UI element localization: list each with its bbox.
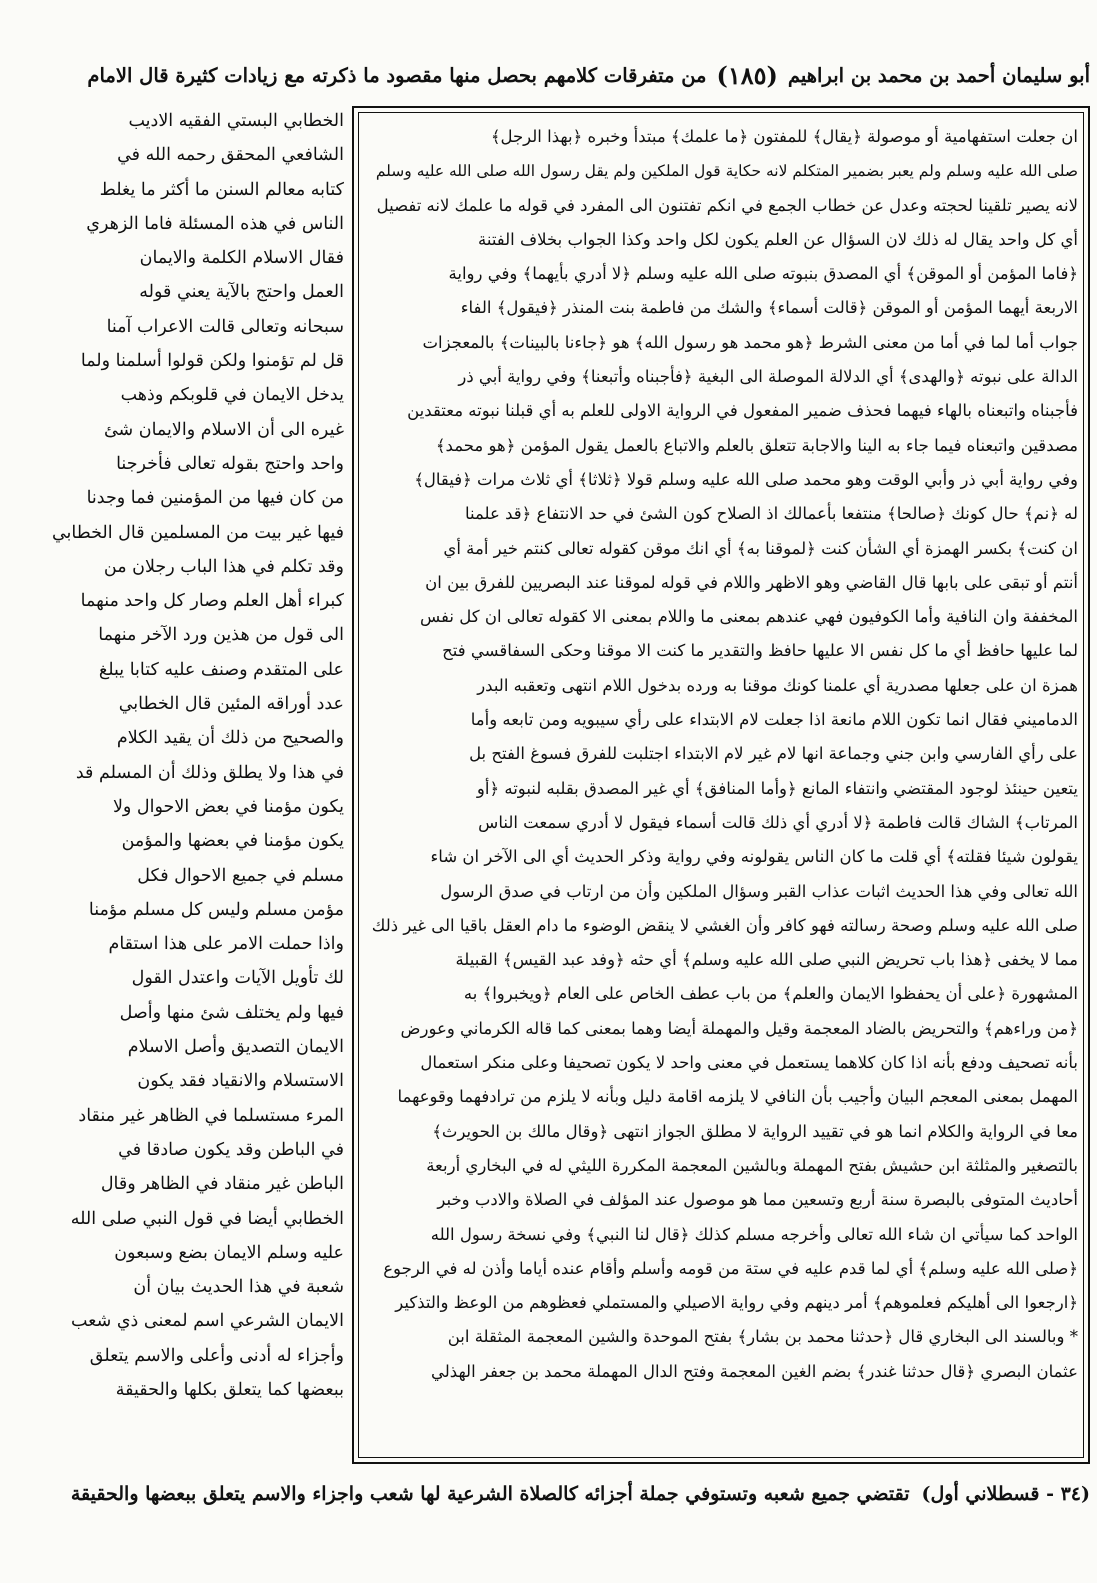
commentary-line: أحاديث المتوفى بالبصرة سنة أربع وتسعين مما هو موصول عند المؤلف في الصلاة والادب وخبر <box>437 1190 1078 1210</box>
commentary-line: جواب أما لما في أما من معنى الشرط ﴿هو محمد هو رسول الله﴾ هو ﴿جاءنا بالبينات﴾ بالمعجزات <box>422 332 1078 352</box>
text-frame <box>352 106 1090 1464</box>
margin-line: والصحيح من ذلك أن يقيد الكلام <box>116 728 344 749</box>
commentary-line: أنتم أو تبقى على بابها قال القاضي وهو الاظهر واللام في قوله لموقنا عند البصريين للفرق بين ان <box>425 572 1078 592</box>
margin-line: وأجزاء له أدنى وأعلى والاسم يتعلق <box>89 1345 344 1366</box>
commentary-line: لانه يصير تلقينا لحجته وعدل عن خطاب الجمع في انكم تفتنون الى المفرد في قوله ما علمك لانه تفصيل <box>376 195 1078 215</box>
margin-line: لك تأويل الآيات واعتدل القول <box>131 968 344 989</box>
margin-line: في هذا ولا يطلق وذلك أن المسلم قد <box>75 762 344 783</box>
margin-line: قل لم تؤمنوا ولكن قولوا أسلمنا ولما <box>80 351 344 372</box>
commentary-line: المخففة وان النافية وأما الكوفيون فهي عندهم بمعنى ما واللام بمعنى الا كقوله تعالى ان كل نفس <box>420 607 1078 627</box>
commentary-line: الواحد كما سيأتي ان شاء الله تعالى وأخرجه مسلم كذلك ﴿قال لنا النبي﴾ وفي نسخة رسول الله <box>430 1224 1078 1244</box>
header-right-text: أبو سليمان أحمد بن محمد بن ابراهيم <box>787 63 1090 87</box>
margin-line: يكون مؤمنا في بعض الاحوال ولا <box>112 796 344 817</box>
commentary-line: أي كل واحد يقال له ذلك لان السؤال عن العلم يكون لكل واحد وكذا الجواب بخلاف الفتنة <box>478 229 1078 249</box>
commentary-line: ان جعلت استفهامية أو موصولة ﴿يقال﴾ للمفتون ﴿ما علمك﴾ مبتدأ وخبره ﴿بهذا الرجل﴾ <box>490 127 1078 146</box>
margin-line: الناس في هذه المسئلة فاما الزهري <box>86 213 344 234</box>
margin-line: عليه وسلم الايمان بضع وسبعون <box>114 1242 344 1263</box>
commentary-line: يتعين حينئذ لوجود المقتضي وانتفاء المانع ﴿وأما المنافق﴾ أي غير المصدق بقلبه لنبوته ﴿أو <box>476 778 1078 798</box>
commentary-line: ﴿من وراءهم﴾ والتحريض بالضاد المعجمة وقيل والمهملة أيضا وهما بمعنى كما قاله الكرماني وعورض <box>400 1018 1078 1038</box>
commentary-line: فأجبناه واتبعناه بالهاء فيهما فحذف ضمير المفعول في الرواية الاولى للعلم به أي قبلنا نبوته معتقدين <box>407 401 1078 421</box>
margin-line: شعبة في هذا الحديث بيان أن <box>133 1277 344 1298</box>
commentary-line: الاربعة أيهما المؤمن أو الموقن ﴿قالت أسماء﴾ والشك من فاطمة بنت المنذر ﴿فيقول﴾ الفاء <box>460 298 1078 318</box>
margin-line: كتابه معالم السنن ما أكثر ما يغلط <box>99 179 344 200</box>
margin-line: الايمان الشرعي اسم لمعنى ذي شعب <box>70 1311 344 1332</box>
margin-line: في الباطن وقد يكون صادقا في <box>118 1139 344 1160</box>
page-footer <box>18 1474 1090 1514</box>
commentary-line: ان كنت﴾ بكسر الهمزة أي الشأن كنت ﴿لموقنا به﴾ أي انك موقن كقوله تعالى كنتم خير أمة أي <box>443 538 1078 558</box>
commentary-line: ﴿ارجعوا الى أهليكم فعلموهم﴾ أمر دينهم وفي رواية الاصيلي والمستملي فعظوهم من الوعظ والتذكير <box>395 1293 1078 1313</box>
commentary-line: على رأي الفارسي وابن جني وجماعة انها لام غير لام الابتداء اجتلبت للفرق فسوغ الفتح بل <box>469 744 1078 764</box>
margin-line: الاستسلام والانقياد فقد يكون <box>137 1071 344 1092</box>
margin-line: واذا حملت الامر على هذا استقام <box>108 934 344 955</box>
commentary-line: المرتاب﴾ الشاك قالت فاطمة ﴿لا أدري أي ذلك قالت أسماء فيقول لا أدري سمعت الناس <box>478 812 1078 832</box>
margin-line: واحد واحتج بقوله تعالى فأخرجنا <box>116 453 344 474</box>
commentary-line: * وبالسند الى البخاري قال ﴿حدثنا محمد بن بشار﴾ بفتح الموحدة والشين المعجمة المثقلة ابن <box>447 1327 1078 1347</box>
page-number: (١٨٥) <box>716 60 778 90</box>
commentary-line: الدماميني فقال انما تكون اللام مانعة اذا جعلت لام الابتداء على رأي سيبويه ومن تابعه وأما <box>470 710 1078 730</box>
margin-line: العمل واحتج بالآية يعني قوله <box>139 282 344 303</box>
margin-line: الخطابي البستي الفقيه الاديب <box>128 111 344 131</box>
footer-signature: (٣٤ - قسطلاني أول) <box>921 1483 1090 1505</box>
commentary-line: الله تعالى وفي هذا الحديث اثبات عذاب القبر وسؤال الملكين وأن من ارتاب في صدق الرسول <box>440 881 1078 901</box>
commentary-line: ﴿فاما المؤمن أو الموقن﴾ أي المصدق بنبوته صلى الله عليه وسلم ﴿لا أدري بأيهما﴾ وفي رواية <box>448 264 1078 284</box>
commentary-line: المشهورة ﴿على أن يحفظوا الايمان والعلم﴾ من باب عطف الخاص على العام ﴿ويخبروا﴾ به <box>463 984 1078 1004</box>
margin-line: مؤمن مسلم وليس كل مسلم مؤمنا <box>88 899 344 920</box>
margin-line: وقد تكلم في هذا الباب رجلان من <box>103 556 344 577</box>
commentary-line: بالتصغير والمثلثة ابن حشيش بفتح المهملة وبالشين المعجمة المكررة الليثي له في البخاري أربعة <box>426 1155 1078 1175</box>
margin-line: الايمان التصديق وأصل الاسلام <box>127 1037 344 1058</box>
margin-commentary <box>14 104 344 1464</box>
margin-line: الباطن غير منقاد في الظاهر وقال <box>100 1174 344 1195</box>
commentary-line: مصدقين واتبعناه فيما جاء به الينا والاجابة تتعلق بالعلم والاتباع بالعمل يقول المؤمن ﴿هو محمد﴾ <box>435 435 1078 455</box>
commentary-line: عثمان البصري ﴿قال حدثنا غندر﴾ بضم الغين المعجمة وفتح الدال المهملة محمد بن جعفر الهذلي <box>431 1361 1078 1381</box>
commentary-line: صلى الله عليه وسلم وصحة رسالته فهو كافر وأن الغشي لا ينقض الوضوء ما دام العقل باقيا الى غير ذلك <box>371 915 1078 935</box>
margin-line: على المتقدم وصنف عليه كتابا يبلغ <box>98 659 344 680</box>
margin-line: يدخل الايمان في قلوبكم وذهب <box>120 385 344 406</box>
commentary-line: لما عليها حافظ أي ما كل نفس الا عليها حافظ والتقدير ما كنت الا موقنا وحكى السفاقسي فتح <box>442 641 1078 661</box>
margin-line: غيره الى أن الاسلام والايمان شئ <box>103 419 344 440</box>
margin-line: فيها غير بيت من المسلمين قال الخطابي <box>51 522 344 543</box>
margin-line: سبحانه وتعالى قالت الاعراب آمنا <box>106 316 344 337</box>
margin-line: مسلم في جميع الاحوال فكل <box>137 865 344 886</box>
commentary-line: له ﴿نم﴾ حال كونك ﴿صالحا﴾ منتفعا بأعمالك اذ الصلاح كون الشئ في حد الانتفاع ﴿قد علمنا <box>464 504 1078 524</box>
margin-line: الشافعي المحقق رحمه الله في <box>117 145 344 166</box>
commentary-line: يقولون شيئا فقلته﴾ أي قلت ما كان الناس يقولونه وفي رواية وذكر الحديث أي الى الآخر ان شاء <box>430 847 1078 867</box>
main-commentary <box>364 120 1078 1454</box>
page-header <box>18 52 1090 98</box>
footer-text: تقتضي جميع شعبه وتستوفي جملة أجزائه كالصلاة الشرعية لها شعب واجزاء والاسم يتعلق ببعضها والحقيقة <box>70 1483 910 1505</box>
commentary-line: بأنه تصحيف ودفع بأنه اذا كان كلاهما يستعمل في معنى واحد لا يكون تصحيفا وعلى منكر استعمال <box>420 1053 1078 1073</box>
margin-line: من كان فيها من المؤمنين فما وجدنا <box>86 488 344 509</box>
commentary-line: صلى الله عليه وسلم ولم يعبر بضمير المتكلم لانه حكاية قول الملكين ولم يقل رسول الله صلى الله عليه وسلم <box>375 162 1078 181</box>
commentary-line: همزة ان على جعلها مصدرية أي علمنا كونك موقنا به ورده بدخول اللام انتهى وتعقبه البدر <box>477 675 1078 695</box>
margin-line: يكون مؤمنا في بعضها والمؤمن <box>121 831 344 852</box>
margin-line: الخطابي أيضا في قول النبي صلى الله <box>70 1208 344 1229</box>
commentary-line: الدالة على نبوته ﴿والهدى﴾ أي الدلالة الموصلة الى البغية ﴿فأجبناه وأتبعنا﴾ وفي رواية أبي ذر <box>458 367 1078 387</box>
margin-line: فيها ولم يختلف شئ منها وأصل <box>119 1002 344 1023</box>
commentary-line: وفي رواية أبي ذر وأبي الوقت وهو محمد صلى الله عليه وسلم قولا ﴿ثلاثا﴾ أي ثلاث مرات ﴿فيقال﴾ <box>414 469 1078 489</box>
margin-line: ببعضها كما يتعلق بكلها والحقيقة <box>115 1379 344 1400</box>
commentary-line: ﴿صلى الله عليه وسلم﴾ أي لما قدم عليه في ستة من قومه وأسلم وأقام عنده أياما وأذن له في الرجوع <box>383 1258 1078 1278</box>
commentary-line: معا في الرواية والكلام انما هو في تقييد الرواية لا مطلق الجواز انتهى ﴿وقال مالك بن الحويرث﴾ <box>432 1121 1078 1141</box>
margin-line: الى قول من هذين ورد الآخر منهما <box>98 625 344 646</box>
margin-line: كبراء أهل العلم وصار كل واحد منهما <box>80 591 344 612</box>
margin-line: عدد أوراقه المئين قال الخطابي <box>118 694 344 715</box>
margin-line: المرء مستسلما في الظاهر غير منقاد <box>78 1105 344 1126</box>
margin-line: فقال الاسلام الكلمة والايمان <box>139 248 344 269</box>
commentary-line: المهمل بمعنى المعجم البيان وأجيب بأن النافي لا يلزمه اقامة دليل وبأنه لا يلزم من ترادفهما وقوعهما <box>397 1087 1078 1107</box>
commentary-line: مما لا يخفى ﴿هذا باب تحريض النبي صلى الله عليه وسلم﴾ أي حثه ﴿وفد عبد القيس﴾ القبيلة <box>455 950 1078 970</box>
header-left-text: من متفرقات كلامهم بحصل منها مقصود ما ذكرته مع زيادات كثيرة قال الامام <box>87 63 707 87</box>
